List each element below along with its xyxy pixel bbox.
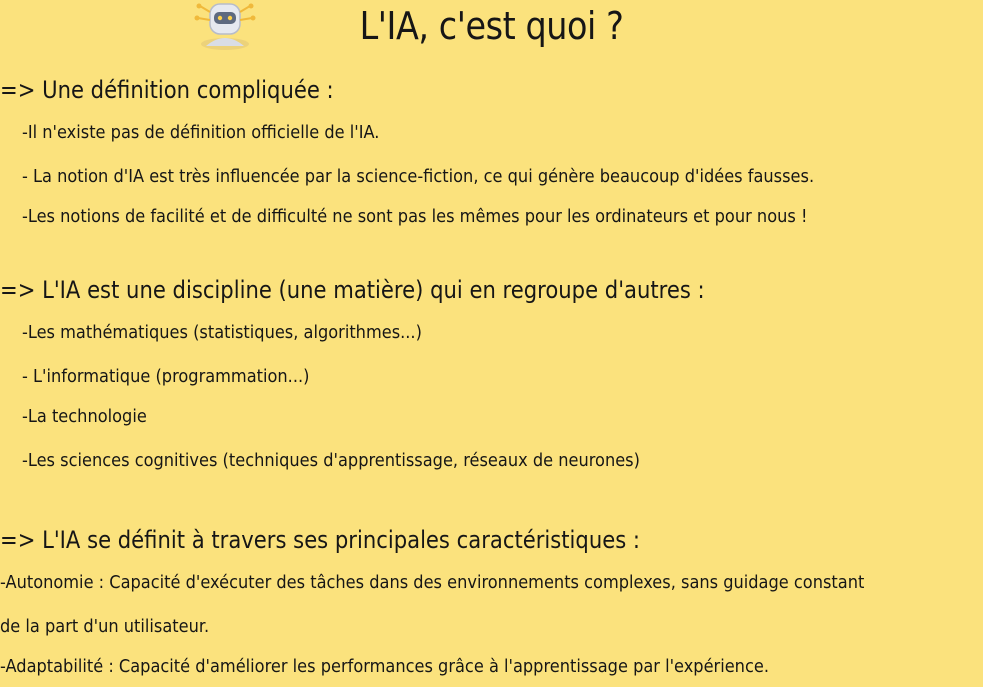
list-item: de la part d'un utilisateur.	[0, 616, 210, 637]
list-item: -Adaptabilité : Capacité d'améliorer les performances grâce à l'apprentissage par l'expérience.	[0, 656, 769, 677]
page-title: L'IA, c'est quoi ?	[359, 4, 624, 48]
list-item: -Autonomie : Capacité d'exécuter des tâches dans des environnements complexes, sans guidage constant	[0, 572, 865, 593]
section-heading: => L'IA est une discipline (une matière) qui en regroupe d'autres :	[0, 276, 705, 304]
list-item: - L'informatique (programmation...)	[22, 366, 310, 387]
list-item: -Les sciences cognitives (techniques d'apprentissage, réseaux de neurones)	[22, 450, 640, 471]
list-item: -Il n'existe pas de définition officielle de l'IA.	[22, 122, 380, 143]
list-item: -La technologie	[22, 406, 147, 427]
section-heading: => Une définition compliquée :	[0, 76, 334, 104]
list-item: -Les notions de facilité et de difficulté ne sont pas les mêmes pour les ordinateurs et pour nous !	[22, 206, 808, 227]
section-heading: => L'IA se définit à travers ses principales caractéristiques :	[0, 526, 641, 554]
list-item: - La notion d'IA est très influencée par la science-fiction, ce qui génère beaucoup d'idées fausses.	[22, 166, 815, 187]
list-item: -Les mathématiques (statistiques, algorithmes...)	[22, 322, 422, 343]
